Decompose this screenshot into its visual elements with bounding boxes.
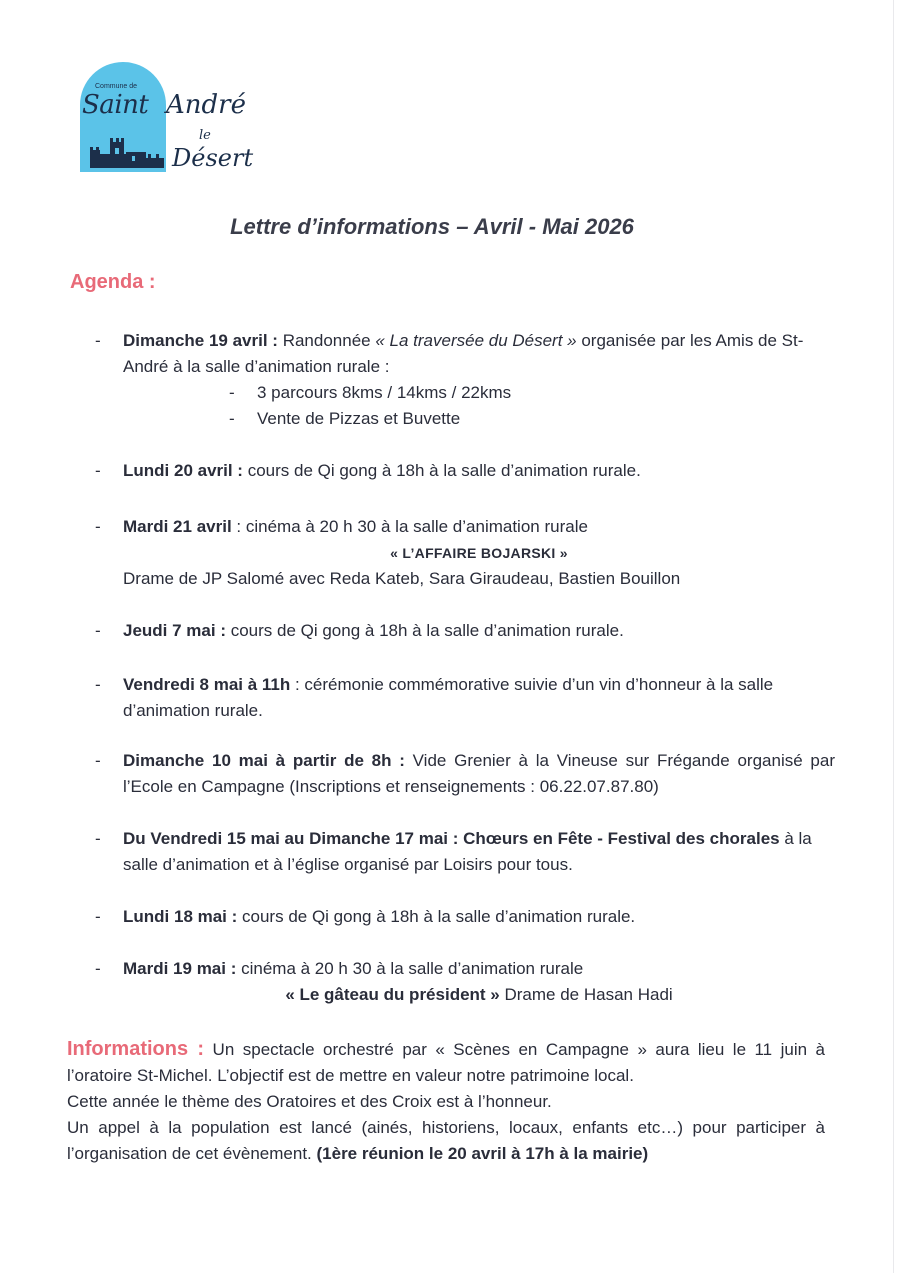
bullet-dash: - xyxy=(95,621,101,640)
commune-logo xyxy=(78,60,258,175)
sub-item-text: Vente de Pizzas et Buvette xyxy=(257,409,461,428)
item-date: Mardi 19 mai : xyxy=(123,959,237,978)
bullet-dash: - xyxy=(229,409,235,428)
agenda-item-4 xyxy=(95,618,835,644)
bullet-dash: - xyxy=(95,959,101,978)
item-text: cinéma à 20 h 30 à la salle d’animation rurale xyxy=(236,959,584,978)
agenda-item-1 xyxy=(95,328,835,432)
item-text: organisée par les Amis de St-André à la salle d’animation rurale : xyxy=(123,331,804,376)
item-text: Vide Grenier à la Vineuse sur Frégande organisé par l’Ecole en Campagne (Inscriptions et renseignements : 06.22.07.87.80) xyxy=(123,751,835,796)
agenda-item-6 xyxy=(95,748,835,800)
event-title: « La traversée du Désert » xyxy=(375,331,577,350)
bullet-dash: - xyxy=(229,383,235,402)
item-text: cours de Qi gong à 18h à la salle d’animation rurale. xyxy=(242,461,641,480)
item-date: Mardi 21 avril xyxy=(123,517,232,536)
info-text: Cette année le thème des Oratoires et des Croix est à l’honneur. xyxy=(67,1092,552,1111)
bullet-dash: - xyxy=(95,907,101,926)
agenda-item-3 xyxy=(95,514,835,592)
item-text: cours de Qi gong à 18h à la salle d’animation rurale. xyxy=(225,621,624,640)
agenda-item-9 xyxy=(95,956,835,1008)
meeting-note: (1ère réunion le 20 avril à 17h à la mairie) xyxy=(316,1144,649,1163)
info-text: Un appel à la population est lancé (ainés, historiens, locaux, enfants etc…) pour participer à l’organisation de cet évènement. xyxy=(67,1118,825,1163)
bullet-dash: - xyxy=(95,829,101,848)
informations-heading: Informations : xyxy=(67,1038,205,1060)
informations-section xyxy=(67,1036,825,1167)
film-line xyxy=(123,982,835,1008)
film-description: Drame de JP Salomé avec Reda Kateb, Sara Giraudeau, Bastien Bouillon xyxy=(123,569,681,588)
castle-icon xyxy=(88,136,168,168)
item-text: : cérémonie commémorative suivie d’un vin d’honneur à la salle d’animation rurale. xyxy=(123,675,774,720)
item-text: à la salle d’animation et à l’église organisé par Loisirs pour tous. xyxy=(123,829,812,874)
info-text: Un spectacle orchestré par « Scènes en Campagne » aura lieu le 11 juin à l’oratoire St-Michel. L’objectif est de mettre en valeur notre patrimoine local. xyxy=(67,1040,825,1085)
logo-small-text: Commune de xyxy=(95,83,138,90)
film-title: « Le gâteau du président » xyxy=(285,985,500,1004)
logo-word-andre: André xyxy=(166,90,246,120)
logo-word-desert: Désert xyxy=(172,144,254,172)
bullet-dash: - xyxy=(95,751,101,770)
item-date: Lundi 18 mai : xyxy=(123,907,238,926)
bullet-dash: - xyxy=(95,331,101,350)
item-text: cours de Qi gong à 18h à la salle d’animation rurale. xyxy=(237,907,636,926)
sub-item xyxy=(95,406,835,432)
agenda-item-7 xyxy=(95,826,835,878)
film-description: Drame de Hasan Hadi xyxy=(499,985,673,1004)
item-date: Lundi 20 avril : xyxy=(123,461,243,480)
item-date: Dimanche 19 avril : xyxy=(123,331,278,350)
item-text: : cinéma à 20 h 30 à la salle d’animation rurale xyxy=(231,517,588,536)
sub-item-text: 3 parcours 8kms / 14kms / 22kms xyxy=(257,383,512,402)
agenda-heading: Agenda : xyxy=(70,271,156,293)
scan-edge xyxy=(893,0,894,1273)
item-date: Jeudi 7 mai : xyxy=(123,621,226,640)
sub-item xyxy=(95,380,835,406)
logo-word-le: le xyxy=(199,128,211,143)
item-date: Du Vendredi 15 mai au Dimanche 17 mai : Chœurs en Fête - Festival des chorales xyxy=(123,829,780,848)
bullet-dash: - xyxy=(95,517,101,536)
item-text: Randonnée xyxy=(277,331,376,350)
page-title: Lettre d’informations – Avril - Mai 2026 xyxy=(230,214,634,239)
agenda-item-8 xyxy=(95,904,835,930)
logo-word-saint: Saint xyxy=(82,90,149,120)
item-date: Dimanche 10 mai à partir de 8h : xyxy=(123,751,405,770)
bullet-dash: - xyxy=(95,675,101,694)
item-date: Vendredi 8 mai à 11h xyxy=(123,675,291,694)
agenda-item-5 xyxy=(95,672,835,724)
bullet-dash: - xyxy=(95,461,101,480)
film-title: « L’AFFAIRE BOJARSKI » xyxy=(390,545,568,561)
agenda-item-2 xyxy=(95,458,835,484)
